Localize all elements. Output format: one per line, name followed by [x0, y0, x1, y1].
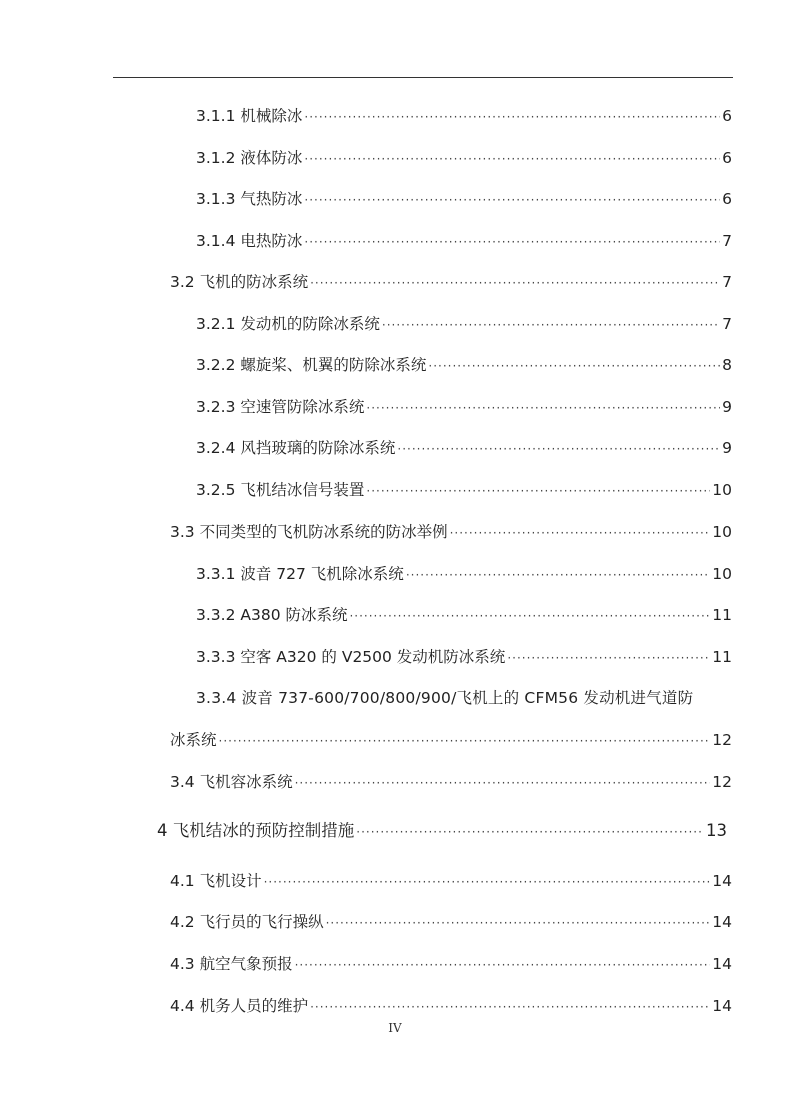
toc-entry-3-1-3[interactable]	[196, 189, 732, 210]
toc-entry-4[interactable]	[157, 821, 727, 842]
leader-dots	[366, 398, 720, 418]
toc-label: 3.1.4 电热防冰	[196, 232, 303, 250]
leader-dots	[295, 955, 711, 975]
toc-entry-3-1-1[interactable]	[196, 106, 732, 127]
toc-page-number: 9	[722, 439, 732, 457]
toc-label: 3.2.2 螺旋桨、机翼的防除冰系统	[196, 356, 427, 374]
toc-label: 3.2.1 发动机的防除冰系统	[196, 315, 380, 333]
toc-label: 4.4 机务人员的维护	[170, 997, 309, 1015]
toc-label: 3.2.5 飞机结冰信号装置	[196, 481, 365, 499]
leader-dots	[304, 149, 720, 169]
toc-label: 3.2.4 风挡玻璃的防除冰系统	[196, 439, 396, 457]
toc-page-number: 7	[722, 315, 732, 333]
leader-dots	[310, 997, 710, 1017]
leader-dots	[304, 190, 720, 210]
toc-entry-3-3-3[interactable]	[196, 647, 732, 668]
toc-page-number: 12	[712, 773, 732, 791]
toc-label: 冰系统	[170, 731, 217, 749]
toc-page-number: 10	[712, 565, 732, 583]
leader-dots	[428, 356, 720, 376]
toc-label: 3.1.2 液体防冰	[196, 149, 303, 167]
toc-entry-4-4[interactable]	[170, 996, 732, 1017]
leader-dots	[406, 565, 710, 585]
leader-dots	[356, 822, 704, 842]
toc-label: 4.2 飞行员的飞行操纵	[170, 913, 324, 931]
toc-page-number: 14	[712, 997, 732, 1015]
toc-page-number: 11	[712, 606, 732, 624]
toc-entry-3-1-2[interactable]	[196, 148, 732, 169]
toc-label: 3.4 飞机容冰系统	[170, 773, 293, 791]
leader-dots	[349, 606, 710, 626]
leader-dots	[304, 232, 720, 252]
toc-entry-4-1[interactable]	[170, 871, 732, 892]
leader-dots	[382, 315, 720, 335]
toc-label: 4.1 飞机设计	[170, 872, 262, 890]
leader-dots	[507, 648, 710, 668]
leader-dots	[295, 773, 711, 793]
toc-label: 3.3.2 A380 防冰系统	[196, 606, 348, 624]
toc-entry-3-2-2[interactable]	[196, 355, 732, 376]
toc-page-number: 10	[712, 523, 732, 541]
toc-entry-3-2-1[interactable]	[196, 314, 732, 335]
leader-dots	[264, 872, 711, 892]
toc-page-number: 6	[722, 107, 732, 125]
toc-page-number: 7	[722, 232, 732, 250]
toc-entry-3-2-3[interactable]	[196, 397, 732, 418]
toc-label: 3.3 不同类型的飞机防冰系统的防冰举例	[170, 523, 448, 541]
toc-label: 4.3 航空气象预报	[170, 955, 293, 973]
toc-page-number: 10	[712, 481, 732, 499]
toc-entry-3-3-4-line1[interactable]: 3.3.4 波音 737-600/700/800/900/飞机上的 CFM56 发动机进气道防	[196, 689, 694, 707]
toc-entry-3-3-1[interactable]	[196, 564, 732, 585]
leader-dots	[397, 439, 720, 459]
toc-label: 3.3.3 空客 A320 的 V2500 发动机防冰系统	[196, 648, 506, 666]
toc-entry-3-3[interactable]	[170, 522, 732, 543]
header-rule	[113, 77, 733, 78]
toc-page-number: 6	[722, 190, 732, 208]
toc-label: 3.1.3 气热防冰	[196, 190, 303, 208]
toc-page-number: 14	[712, 955, 732, 973]
page-footer-number: IV	[388, 1021, 402, 1035]
toc-page-number: 11	[712, 648, 732, 666]
toc-page-number: 6	[722, 149, 732, 167]
toc-label: 3.2 飞机的防冰系统	[170, 273, 309, 291]
leader-dots	[310, 273, 720, 293]
toc-page-number: 14	[712, 913, 732, 931]
leader-dots	[326, 913, 711, 933]
toc-entry-3-2-5[interactable]	[196, 480, 732, 501]
toc-page-number: 7	[722, 273, 732, 291]
toc-entry-4-3[interactable]	[170, 954, 732, 975]
toc-entry-3-3-4-line2[interactable]	[170, 730, 732, 751]
leader-dots	[450, 523, 711, 543]
toc-entry-3-3-2[interactable]	[196, 605, 732, 626]
leader-dots	[366, 481, 710, 501]
toc-page-number: 9	[722, 398, 732, 416]
leader-dots	[304, 107, 720, 127]
toc-entry-4-2[interactable]	[170, 912, 732, 933]
toc-entry-3-4[interactable]	[170, 772, 732, 793]
toc-page-number: 14	[712, 872, 732, 890]
toc-page-number: 13	[706, 821, 727, 840]
toc-label: 3.1.1 机械除冰	[196, 107, 303, 125]
toc-entry-3-2[interactable]	[170, 272, 732, 293]
toc-page-number: 12	[712, 731, 732, 749]
toc-label: 4 飞机结冰的预防控制措施	[157, 821, 355, 840]
toc-entry-3-2-4[interactable]	[196, 438, 732, 459]
toc-page-number: 8	[722, 356, 732, 374]
toc-entry-3-1-4[interactable]	[196, 231, 732, 252]
leader-dots	[219, 731, 711, 751]
toc-label: 3.3.1 波音 727 飞机除冰系统	[196, 565, 404, 583]
toc-label: 3.2.3 空速管防除冰系统	[196, 398, 365, 416]
